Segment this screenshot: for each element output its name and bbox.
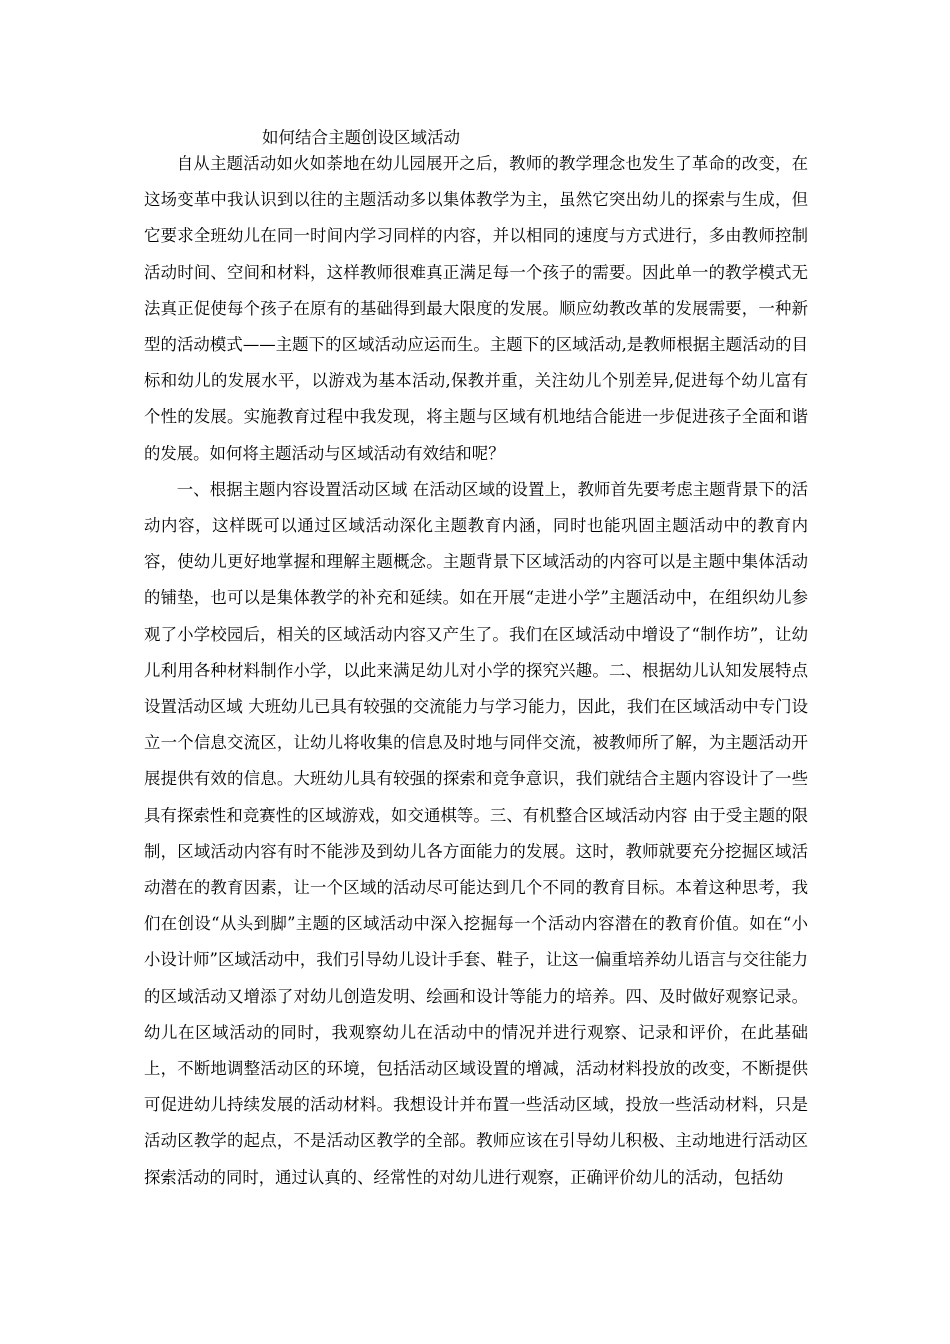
document-body [144,146,808,1196]
document-title: 如何结合主题创设区域活动 [262,128,460,147]
paragraph-methods: 一、根据主题内容设置活动区域 在活动区域的设置上，教师首先要考虑主题背景下的活动内容，这样既可以通过区域活动深化主题教育内涵，同时也能巩固主题活动中的教育内容，使幼儿更好地掌握和理解主题概念。主题背景下区域活动的内容可以是主题中集体活动的铺垫，也可以是集体教学的补充和延续。如在开展“走进小学”主题活动中，在组织幼儿参观了小学校园后，相关的区域活动内容又产生了。我们在区域活动中增设了“制作坊”，让幼儿利用各种材料制作小学，以此来满足幼儿对小学的探究兴趣。二、根据幼儿认知发展特点设置活动区域 大班幼儿已具有较强的交流能力与学习能力，因此，我们在区域活动中专门设立一个信息交流区，让幼儿将收集的信息及时地与同伴交流，被教师所了解，为主题活动开展提供有效的信息。大班幼儿具有较强的探索和竞争意识，我们就结合主题内容设计了一些具有探索性和竞赛性的区域游戏，如交通棋等。三、有机整合区域活动内容 由于受主题的限制，区域活动内容有时不能涉及到幼儿各方面能力的发展。这时，教师就要充分挖掘区域活动潜在的教育因素，让一个区域的活动尽可能达到几个不同的教育目标。本着这种思考，我们在创设“从头到脚”主题的区域活动中深入挖掘每一个活动内容潜在的教育价值。如在“小小设计师”区域活动中，我们引导幼儿设计手套、鞋子，让这一偏重培养幼儿语言与交往能力的区域活动又增添了对幼儿创造发明、绘画和设计等能力的培养。四、及时做好观察记录。幼儿在区域活动的同时，我观察幼儿在活动中的情况并进行观察、记录和评价，在此基础上，不断地调整活动区的环境，包括活动区域设置的增减，活动材料投放的改变，不断提供可促进幼儿持续发展的活动材料。我想设计并布置一些活动区域，投放一些活动材料，只是活动区教学的起点，不是活动区教学的全部。教师应该在引导幼儿积极、主动地进行活动区探索活动的同时，通过认真的、经常性的对幼儿进行观察，正确评价幼儿的活动，包括幼 [144,479,809,1187]
paragraph-intro: 自从主题活动如火如荼地在幼儿园展开之后，教师的教学理念也发生了革命的改变，在这场变革中我认识到以往的主题活动多以集体教学为主，虽然它突出幼儿的探索与生成，但它要求全班幼儿在同一时间内学习同样的内容，并以相同的速度与方式进行，多由教师控制活动时间、空间和材料，这样教师很难真正满足每一个孩子的需要。因此单一的教学模式无法真正促使每个孩子在原有的基础得到最大限度的发展。顺应幼教改革的发展需要，一种新型的活动模式——主题下的区域活动应运而生。主题下的区域活动,是教师根据主题活动的目标和幼儿的发展水平，以游戏为基本活动,保教并重，关注幼儿个别差异,促进每个幼儿富有个性的发展。实施教育过程中我发现，将主题与区域有机地结合能进一步促进孩子全面和谐的发展。如何将主题活动与区域活动有效结和呢？ [144,154,808,463]
